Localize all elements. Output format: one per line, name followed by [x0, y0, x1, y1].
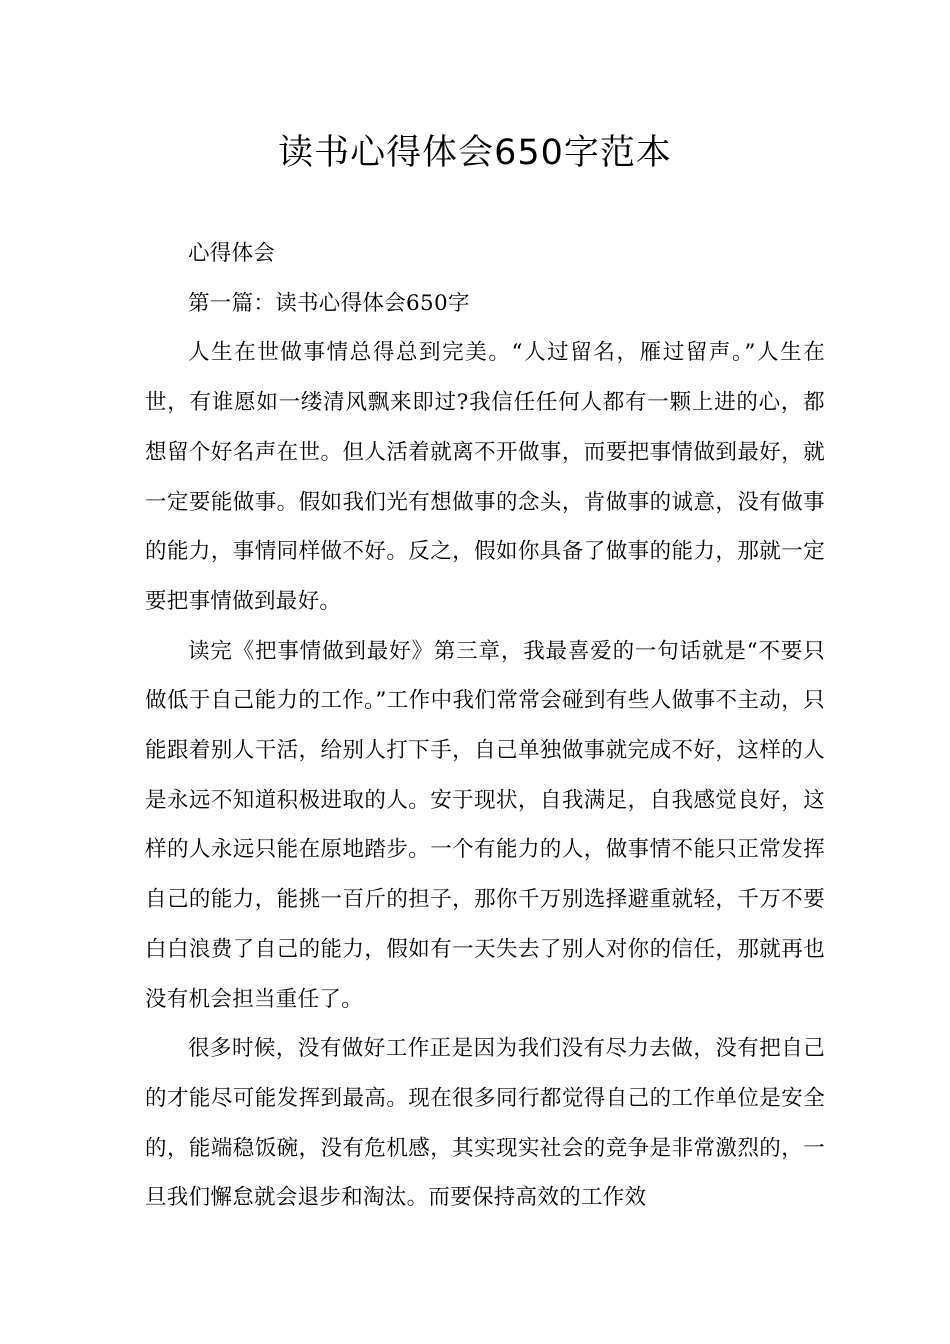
paragraph: 读完《把事情做到最好》第三章，我最喜爱的一句话就是“不要只做低于自己能力的工作。”工作中我们常常会碰到有些人做事不主动，只能跟着别人干活，给别人打下手，自己单独做事就完成不好，这样的人是永远不知道积极进取的人。安于现状，自我满足，自我感觉良好，这样的人永远只能在原地踏步。一个有能力的人，做事情不能只正常发挥自己的能力，能挑一百斤的担子，那你千万别选择避重就轻，千万不要白白浪费了自己的能力，假如有一天失去了别人对你的信任，那就再也没有机会担当重任了。 — [145, 638, 825, 1012]
paragraph: 很多时候，没有做好工作正是因为我们没有尽力去做，没有把自己的才能尽可能发挥到最高。现在很多同行都觉得自己的工作单位是安全的，能端稳饭碗，没有危机感，其实现实社会的竞争是非常激烈的，一旦我们懈怠就会退步和淘汰。而要保持高效的工作效 — [145, 1036, 825, 1211]
document-title: 读书心得体会650字范本 — [278, 133, 672, 173]
paragraph: 人生在世做事情总得总到完美。“人过留名，雁过留声。”人生在世，有谁愿如一缕清风飘来即过?我信任任何人都有一颗上进的心，都想留个好名声在世。但人活着就离不开做事，而要把事情做到最好，就一定要能做事。假如我们光有想做事的念头，肯做事的诚意，没有做事的能力，事情同样做不好。反之，假如你具备了做事的能力，那就一定要把事情做到最好。 — [145, 340, 825, 614]
paragraph-heading: 心得体会 — [188, 241, 276, 266]
document-body — [145, 229, 825, 1223]
paragraph-subheading: 第一篇：读书心得体会650字 — [188, 290, 470, 316]
